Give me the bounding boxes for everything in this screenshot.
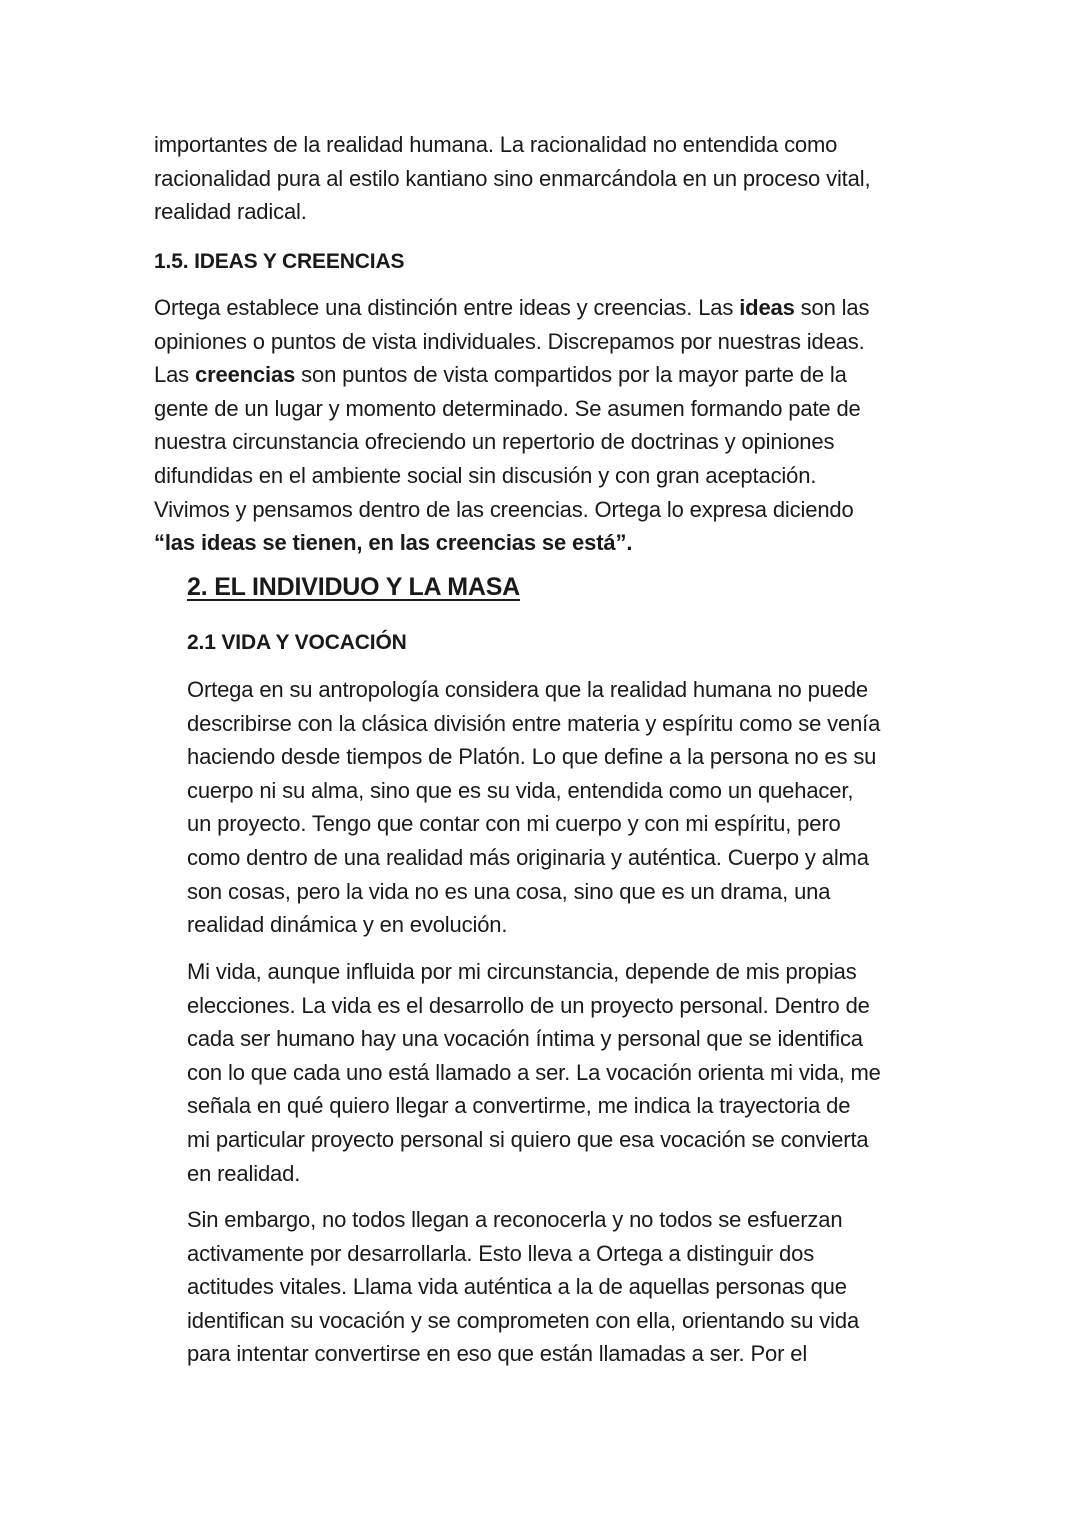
text-line: mi particular proyecto personal si quiero que esa vocación se convierta (187, 1126, 869, 1152)
text-line: como dentro de una realidad más originaria y auténtica. Cuerpo y alma (187, 844, 869, 870)
paragraph-mi-vida (187, 955, 947, 1190)
text-line: Mi vida, aunque influida por mi circunstancia, depende de mis propias (187, 959, 857, 984)
paragraph-antropologia (187, 673, 947, 942)
paragraph-rationality (154, 128, 944, 229)
text-line: importantes de la realidad humana. La racionalidad no entendida como (154, 132, 838, 157)
text-line: opiniones o puntos de vista individuales. Discrepamos por nuestras ideas. (154, 328, 865, 354)
text-line: racionalidad pura al estilo kantiano sino enmarcándola en un proceso vital, (154, 165, 871, 191)
text-line: un proyecto. Tengo que contar con mi cuerpo y con mi espíritu, pero (187, 811, 841, 837)
text-line: elecciones. La vida es el desarrollo de un proyecto personal. Dentro de (187, 992, 870, 1018)
heading-individuo-masa: 2. EL INDIVIDUO Y LA MASA (187, 573, 521, 601)
text-line: nuestra circunstancia ofreciendo un repertorio de doctrinas y opiniones (154, 429, 835, 455)
heading-ideas-y-creencias: 1.5. IDEAS Y CREENCIAS (154, 250, 405, 273)
text-run: son puntos de vista compartidos por la mayor parte de la (295, 362, 847, 388)
text-line: en realidad. (187, 1160, 301, 1186)
text-line: gente de un lugar y momento determinado. Se asumen formando pate de (154, 395, 861, 421)
text-line: cada ser humano hay una vocación íntima y personal que se identifica (187, 1026, 863, 1052)
paragraph-sin-embargo (187, 1203, 947, 1371)
text-line (154, 291, 944, 325)
paragraph-ideas-creencias (154, 291, 944, 560)
text-line: para intentar convertirse en eso que están llamadas a ser. Por el (187, 1341, 808, 1367)
text-run: son las (794, 295, 870, 320)
text-line: con lo que cada uno está llamado a ser. La vocación orienta mi vida, me (187, 1059, 881, 1085)
text-line: realidad radical. (154, 199, 307, 225)
bold-term-ideas: ideas (739, 295, 795, 320)
text-line: actitudes vitales. Llama vida auténtica a la de aquellas personas que (187, 1274, 847, 1300)
text-line (154, 526, 944, 560)
text-line: Sin embargo, no todos llegan a reconocerla y no todos se esfuerzan (187, 1207, 843, 1232)
bold-term-creencias: creencias (194, 362, 296, 388)
text-line: Vivimos y pensamos dentro de las creencias. Ortega lo expresa diciendo (154, 496, 854, 522)
text-line: describirse con la clásica división entre materia y espíritu como se venía (187, 710, 881, 736)
text-line (154, 358, 944, 392)
text-run: Las (154, 362, 195, 388)
text-line: activamente por desarrollarla. Esto lleva a Ortega a distinguir dos (187, 1240, 815, 1266)
text-line: haciendo desde tiempos de Platón. Lo que define a la persona no es su (187, 744, 877, 770)
text-line: difundidas en el ambiente social sin discusión y con gran aceptación. (154, 462, 817, 488)
subheading-vida-vocacion: 2.1 VIDA Y VOCACIÓN (187, 631, 407, 654)
text-line: identifican su vocación y se comprometen con ella, orientando su vida (187, 1307, 860, 1333)
text-line: realidad dinámica y en evolución. (187, 912, 508, 938)
text-line: son cosas, pero la vida no es una cosa, sino que es un drama, una (187, 878, 831, 904)
text-line: Ortega en su antropología considera que la realidad humana no puede (187, 677, 869, 702)
text-line: señala en qué quiero llegar a convertirme, me indica la trayectoria de (187, 1093, 851, 1119)
text-line: cuerpo ni su alma, sino que es su vida, entendida como un quehacer, (187, 777, 854, 803)
text-run: Ortega establece una distinción entre ideas y creencias. Las (154, 295, 740, 320)
bold-quote: “las ideas se tienen, en las creencias se está”. (154, 530, 633, 556)
